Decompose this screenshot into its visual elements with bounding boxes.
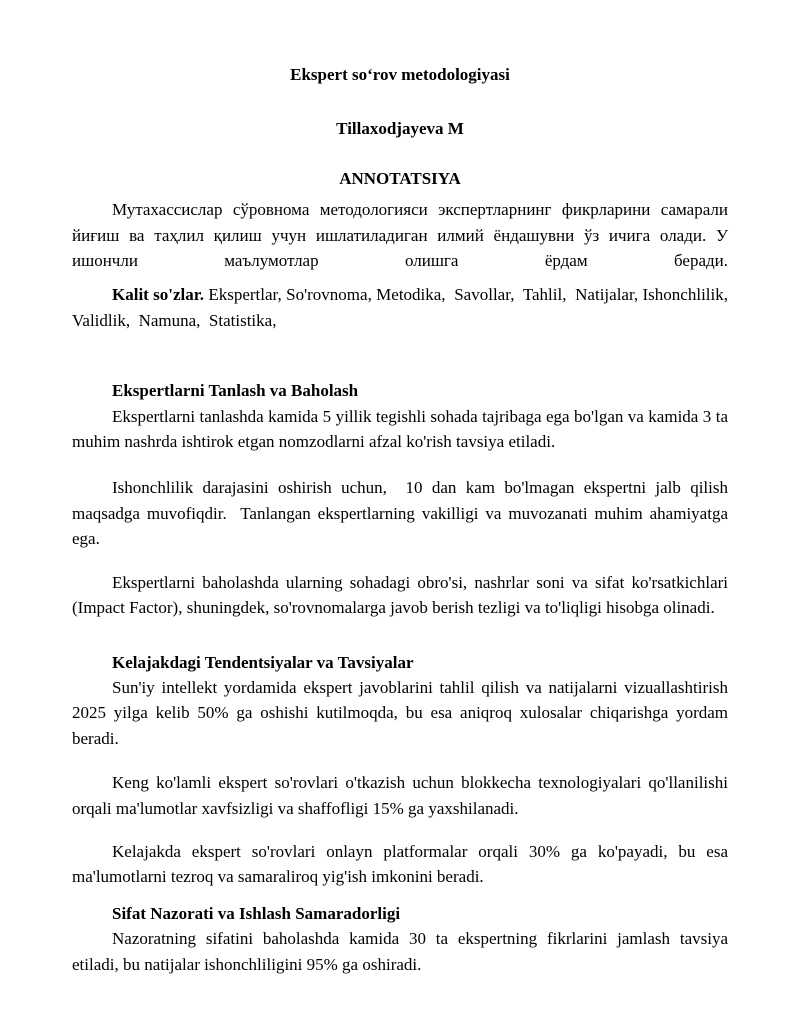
section-heading-future-trends: Kelajakdagi Tendentsiyalar va Tavsiyalar xyxy=(112,652,414,672)
keywords-paragraph xyxy=(72,282,737,333)
paragraph: Ekspertlarni baholashda ularning sohadagi obro'si, nashrlar soni va sifat ko'rsatkichlari (Impact Factor), shuningdek, so'rovnomalarga javob berish tezligi va to'liqligi hisobga olinadi. xyxy=(72,572,733,618)
keywords-list: Ekspertlar, So'rovnoma, Metodika, Savollar, Tahlil, Natijalar, Ishonchlilik, Validlik, Namuna, Statistika, xyxy=(72,285,737,330)
author-name: Tillaxodjayeva M xyxy=(336,119,464,139)
paragraph: Keng ko'lamli ekspert so'rovlari o'tkazish uchun blokkecha texnologiyalari qo'llanilishi orqali ma'lumotlar xavfsizligi va shaffofligi 15% ga yaxshilanadi. xyxy=(72,773,733,818)
paragraph: Ishonchlilik darajasini oshirish uchun, 10 dan kam bo'lmagan ekspertni jalb qilish maqsadga muvofiqdir. Tanlangan ekspertlarning vakilligi va muvozanati muhim ahamiyatga ega. xyxy=(72,478,733,549)
paragraph: Kelajakda ekspert so'rovlari onlayn platformalar orqali 30% ga ko'payadi, bu esa ma'lumotlarni tezroq va samaraliroq yig'ish imkonini beradi. xyxy=(72,841,733,887)
section-heading-quality-control: Sifat Nazorati va Ishlash Samaradorligi xyxy=(112,903,401,923)
paragraph: Sun'iy intellekt yordamida ekspert javoblarini tahlil qilish va natijalarni vizuallashtirish 2025 yilga kelib 50% ga oshishi kutilmoqda, bu esa aniqroq xulosalar chiqarishga yordam beradi. xyxy=(72,677,733,748)
keywords-label: Kalit so'zlar. xyxy=(112,285,205,305)
paragraph: Nazoratning sifatini baholashda kamida 30 ta ekspertning fikrlarini jamlash tavsiya etiladi, bu natijalar ishonchliligini 95% ga oshiradi. xyxy=(72,929,733,974)
section-heading-expert-selection: Ekspertlarni Tanlash va Baholash xyxy=(112,381,359,401)
annotation-heading: ANNOTATSIYA xyxy=(339,168,461,188)
paragraph: Ekspertlarni tanlashda kamida 5 yillik tegishli sohada tajribaga ega bo'lgan va kamida 3 ta muhim nashrda ishtirok etgan nomzodlarni afzal ko'rish tavsiya etiladi. xyxy=(72,406,733,452)
annotation-paragraph: Мутахассислар сўровнома методологияси экспертларнинг фикрларини самарали йиғиш ва таҳлил қилиш учун ишлатиладиган илмий ёндашувни ўз ичига олади. У ишончли маълумотлар олишга ёрдам беради. xyxy=(72,200,733,271)
document-title: Ekspert so‘rov metodologiyasi xyxy=(290,65,510,84)
